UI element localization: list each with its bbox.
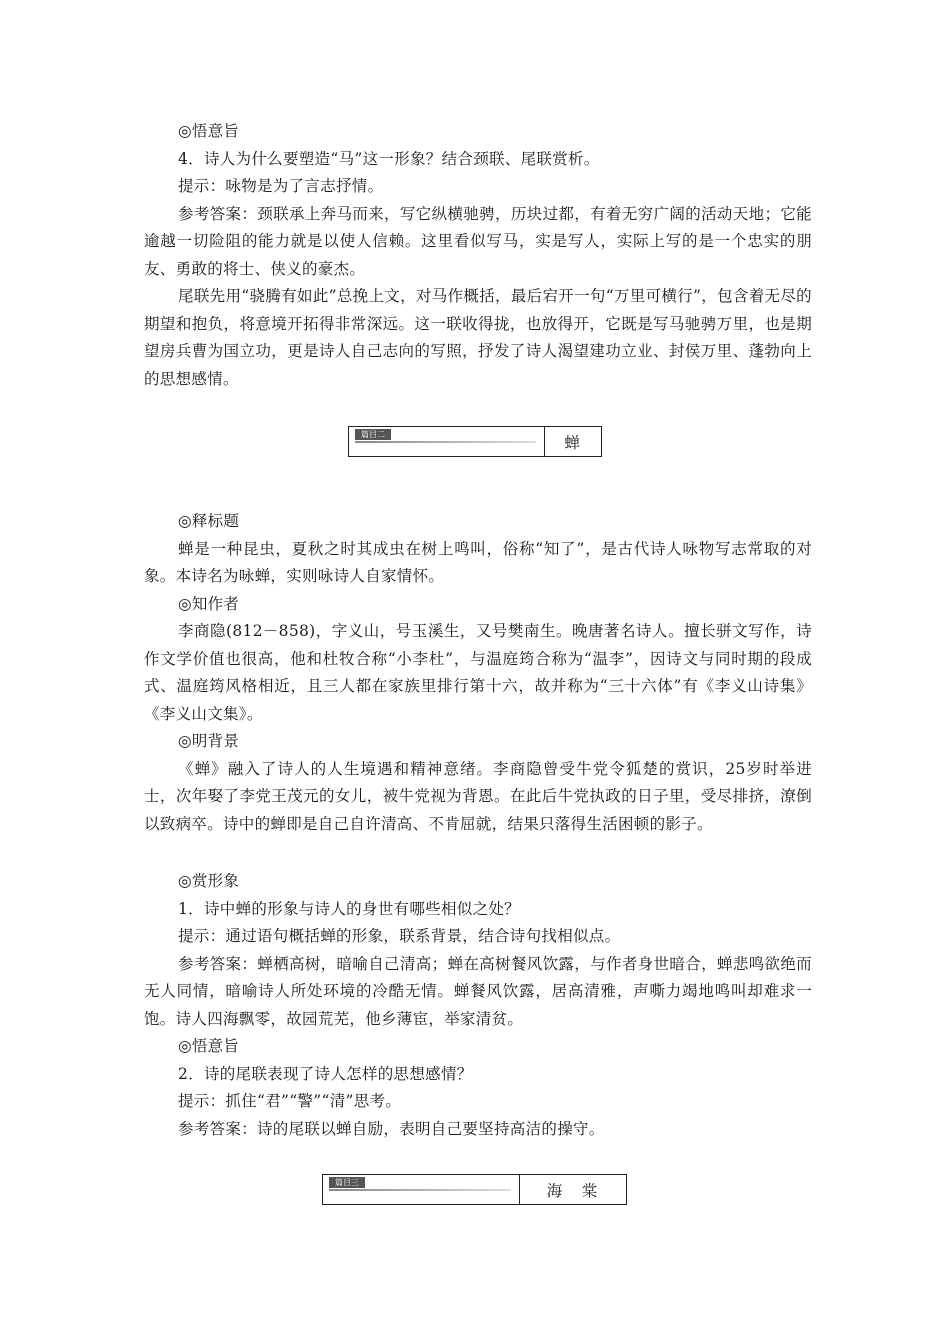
banner-title: 海 棠: [546, 1181, 600, 1200]
question-1-hint: 提示：通过语句概括蝉的形象，联系背景，结合诗句找相似点。: [178, 927, 621, 945]
heading-shibiaoti: ◎释标题: [178, 512, 240, 530]
hint-text: 提示：咏物是为了言志抒情。: [178, 177, 384, 195]
question-2-answer: 参考答案：诗的尾联以蝉自励，表明自己要坚持高洁的操守。: [178, 1119, 605, 1138]
block-image-analysis: [144, 868, 812, 1143]
question-1: 1．诗中蝉的形象与诗人的身世有哪些相似之处？: [178, 899, 520, 918]
question-4: 4．诗人为什么要塑造“马”这一形象？结合颈联、尾联赏析。: [178, 149, 600, 168]
block-title-explain: [144, 508, 812, 838]
banner-tag: 篇目二: [355, 429, 391, 440]
heading-wuyizhi-2: ◎悟意旨: [178, 1037, 240, 1055]
piece-banner-haitang: [322, 1174, 627, 1205]
banner-tag: 篇目三: [329, 1177, 365, 1188]
heading-mingbeijing: ◎明背景: [178, 732, 240, 750]
answer-paragraph-2: 尾联先用“骁腾有如此”总挽上文，对马作概括，最后宕开一句“万里可横行”，包含着无尽的期望和抱负，将意境开拓得非常深远。这一联收得拢，也放得开，它既是写马驰骋万里，也是期望房兵曹为国立功，更是诗人自己志向的写照，抒发了诗人渴望建功立业、封侯万里、蓬勃向上的思想感情。: [144, 287, 812, 388]
banner-label-area: [323, 1175, 520, 1204]
question-2-hint: 提示：抓住“君”“警”“清”思考。: [178, 1092, 402, 1110]
section-wuyizhi-1: [144, 118, 812, 393]
banner-rule: [329, 1189, 511, 1191]
section-heading: ◎悟意旨: [178, 122, 240, 140]
piece-banner-chan: [348, 426, 602, 457]
banner-label-area: [349, 427, 545, 456]
banner-rule: [355, 441, 536, 443]
question-1-answer: 参考答案：蝉栖高树，暗喻自己清高；蝉在高树餐风饮露，与作者身世暗合，蝉悲鸣欲绝而无人同情，暗喻诗人所处环境的冷酷无情。蝉餐风饮露，居高清雅，声嘶力竭地鸣叫却难求一饱。诗人四海飘零，故园荒芜，他乡薄宦，举家清贫。: [144, 954, 812, 1028]
author-text: 李商隐(812－858)，字义山，号玉溪生，又号樊南生。晚唐著名诗人。擅长骈文写作，诗作文学价值也很高，他和杜牧合称“小李杜”，与温庭筠合称为“温李”，因诗文与同时期的段成式、温庭筠风格相近，且三人都在家族里排行第十六，故并称为“三十六体”有《李义山诗集》《李义山文集》。: [144, 622, 812, 723]
background-text: 《蝉》融入了诗人的人生境遇和精神意绪。李商隐曾受牛党令狐楚的赏识，25岁时举进士，次年娶了李党王茂元的女儿，被牛党视为背恩。在此后牛党执政的日子里，受尽排挤，潦倒以致病卒。诗中的蝉即是自己自许清高、不肯屈就，结果只落得生活困顿的影子。: [144, 759, 812, 833]
heading-zhizuozhe: ◎知作者: [178, 594, 240, 613]
heading-shangxingxiang: ◎赏形象: [178, 872, 240, 890]
answer-paragraph-1: 参考答案：颈联承上奔马而来，写它纵横驰骋，历块过都，有着无穷广阔的活动天地；它能逾越一切险阻的能力就是以使人信赖。这里看似写马，实是写人，实际上写的是一个忠实的朋友、勇敢的将士、侠义的豪杰。: [144, 204, 812, 278]
banner-title: 蝉: [564, 433, 582, 452]
title-explain-text: 蝉是一种昆虫，夏秋之时其成虫在树上鸣叫，俗称“知了”，是古代诗人咏物写志常取的对象。本诗名为咏蝉，实则咏诗人自家情怀。: [144, 539, 812, 585]
question-2: 2．诗的尾联表现了诗人怎样的思想感情？: [178, 1064, 473, 1083]
